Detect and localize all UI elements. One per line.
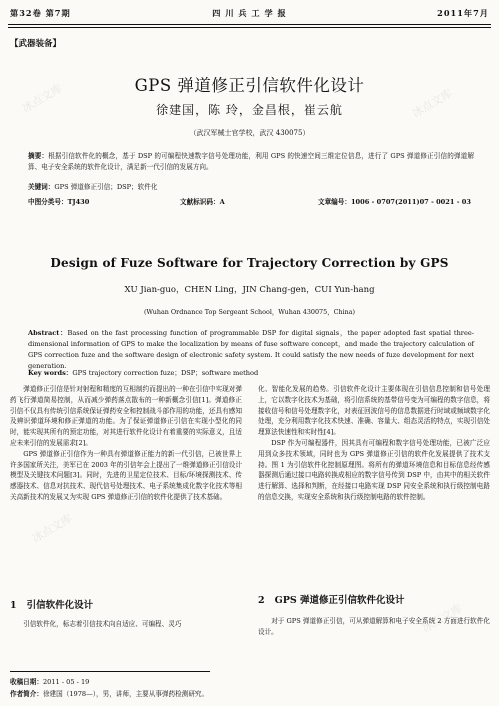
column-tag: 【武器装备】: [10, 39, 62, 49]
article-number: [318, 196, 471, 206]
abstract-en: [28, 328, 474, 372]
section-number: 2: [258, 595, 265, 606]
section-heading-2: [258, 592, 405, 606]
author-bio-label: 作者简介：: [10, 690, 43, 698]
paper-title-cn: GPS 弹道修正引信软件化设计: [134, 76, 365, 95]
journal-name: 四 川 兵 工 学 报: [212, 8, 287, 18]
abstract-cn: [28, 151, 474, 172]
received-label: 收稿日期：: [10, 678, 43, 686]
header-rule: [8, 24, 491, 25]
watermark-text: 冰点文库: [409, 86, 455, 121]
authors-cn: 徐建国，陈 玲，金昌根，崔云航: [156, 103, 343, 117]
art-label: 文章编号：: [318, 198, 351, 206]
body-paragraph: 引信软件化，标志着引信技术向自适应、可编程、灵巧: [23, 620, 182, 628]
footnote-rule: [10, 671, 210, 672]
abstract-en-text: Based on the fast processing function of programmable DSP for digital signals，the paper adopted fast spatial three-dimensional information of GPS to make the localization by means of fuse software concept，and made the trajectory calculation of GPS correction fuze and the software design of electronic safety system. It could satisfy the new needs of fuze development for next generation.: [28, 329, 474, 370]
affiliation-cn: （武汉军械士官学校，武汉 430075）: [189, 129, 310, 137]
author-bio-text: 徐建国（1978—），男，讲师，主要从事弹药检测研究。: [42, 690, 209, 698]
header-rule-thin: [8, 27, 491, 28]
body-paragraph: 对于 GPS 弹道修正引信，可从弹道解算和电子安全系统 2 方面进行软件化设计。: [258, 617, 490, 636]
authors-en: XU Jian-guo，CHEN Ling，JIN Chang-gen，CUI Yun-hang: [124, 285, 375, 295]
body-paragraph: 化、智能化发展的趋势。引信软件化设计主要体现在引信信息控制和信号处理上，它以数字化技术为基础，将引信系统的基带信号变为可编程的数字信息，将接收信号和信号处理数字化，对表征回波信号的信息数据进行时域或频域数字化处理，充分利用数字化技术快速、准确、容量大、组态灵活的特点，实现引信处理算法快速性和实时性[4]。: [258, 385, 490, 437]
received-value: 2011 - 05 - 19: [42, 678, 90, 686]
body-paragraph: DSP 作为可编程器件，因其具有可编程和数字信号处理功能，已被广泛应用到众多技术领域，同时也为 GPS 弹道修正引信的软件化发展提供了技术支持。图 1 为引信软件化控制原理图。将所有的弹道环境信息和目标信息经传感器探测后通过接口电路转换成相应的数字信号传到 DSP 中，由其中的相关软件进行解算、选择和判断，在经接口电路实现 DSP 同安全系统和执行级控制电路的信息交换，实现安全系统和执行级控制电路的软件控制。: [258, 438, 490, 501]
received-date: [10, 676, 89, 686]
watermark-text: 冰点文库: [419, 601, 465, 636]
keywords-cn: [28, 182, 474, 193]
section-heading-1: [10, 597, 93, 611]
keywords-en: [28, 368, 474, 379]
doc-value: A: [219, 198, 225, 206]
watermark-text: 冰点文库: [19, 81, 65, 116]
clc-value: TJ430: [67, 198, 90, 206]
clc-number: [28, 196, 89, 206]
paper-title-en: Design of Fuze Software for Trajectory Correction by GPS: [50, 256, 449, 270]
watermark-text: 冰点文库: [29, 511, 75, 546]
abstract-cn-text: 根据引信软件化的概念，基于 DSP 的可编程快速数字信号处理功能，利用 GPS 的快速空间三维定位信息，进行了 GPS 弹道修正引信的弹道解算、电子安全系统的软件化设计，满足新一代引信的发展方向。: [28, 152, 475, 171]
journal-volume: 第32卷 第7期: [10, 8, 71, 18]
body-paragraph: GPS 弹道修正引信作为一种具有弹道修正能力的新一代引信，已被世界上许多国家所关注，美军已在 2003 年的引信年会上提出了一维弹道修正引信设计模型及关键技术问题[3]。同时，先进的卫星定位技术、目标/环境探测技术、传感器技术、信息对抗技术、现代信号处理技术、电子系统集成化数字化技术等相关高新技术的发展又为实现 GPS 弹道修正引信的软件化提供了技术基础。: [10, 449, 242, 501]
author-bio: [10, 688, 208, 698]
keywords-cn-text: GPS 弹道修正引信；DSP；软件化: [54, 183, 158, 191]
abstract-en-label: Abstract：: [28, 329, 68, 337]
section-title: GPS 弹道修正引信软件化设计: [274, 595, 405, 606]
journal-date: 2011年7月: [437, 8, 489, 18]
document-code: [180, 196, 225, 206]
section-title: 引信软件化设计: [26, 600, 94, 611]
right-column: [258, 384, 490, 503]
keywords-en-label: Key words：: [28, 369, 73, 377]
abstract-cn-label: 摘要：: [28, 152, 49, 160]
affiliation-en: (Wuhan Ordnance Top Sergeant School，Wuhan 430075，China): [143, 308, 356, 316]
left-column: [10, 384, 242, 503]
art-value: 1006 - 0707(2011)07 - 0021 - 03: [350, 198, 471, 206]
body-paragraph: 弹道修正引信是针对射程和精度的互相制约而提出的一种在引信中实现对弹药飞行弹道简易控制，从而减少弹药落点散布的一种新概念引信[1]。弹道修正引信不仅具有传统引信系统保证弹药安全和控制战斗部作用的功能，还具有感知及辨识弹道环境和修正弹道的功能。为了保证弹道修正引信在实现小型化的同时，能实现其所有的预定功能，对其进行软件化设计有着重要的实际意义，且适应未来引信的发展需求[2]。: [10, 385, 242, 447]
section-number: 1: [10, 600, 17, 611]
keywords-cn-label: 关键词：: [28, 183, 55, 191]
doc-label: 文献标识码：: [180, 198, 220, 206]
keywords-en-text: GPS trajectory correction fuze；DSP；software method: [72, 369, 259, 377]
clc-label: 中图分类号：: [28, 198, 68, 206]
